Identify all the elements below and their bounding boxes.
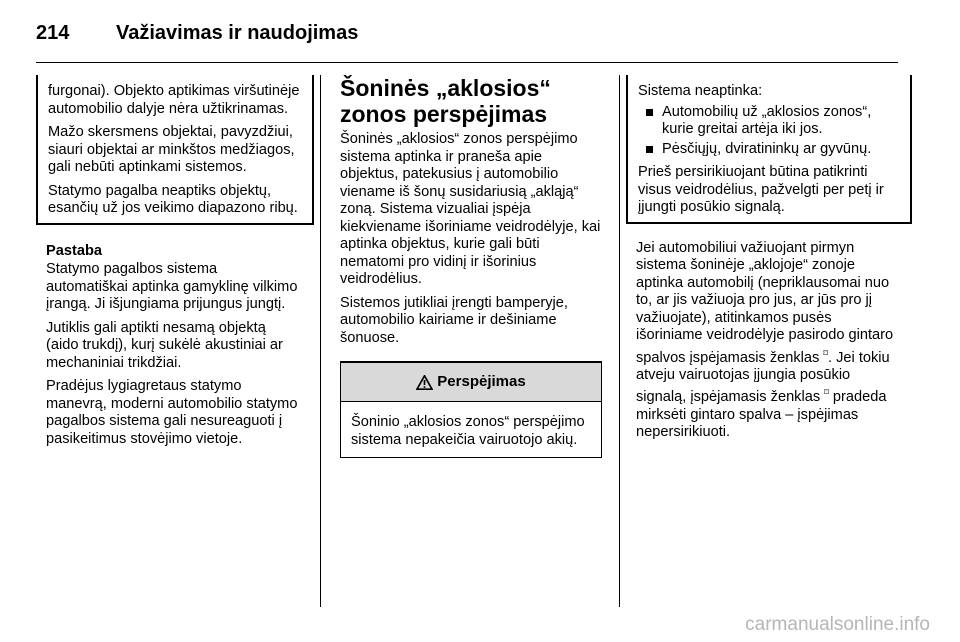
body-paragraph [636, 240, 900, 442]
warning-header [341, 361, 601, 402]
note-paragraph: Pradėjus lygiagretaus statymo manevrą, moderni automobilio statymo pagalbos sistema gali nesureaguoti į pasikeitimus stovėjimo vietoje. [46, 378, 298, 447]
warning-box [340, 361, 602, 458]
body-paragraph: Sistemos jutikliai įrengti bamperyje, automobilio kairiame ir dešiniame šonuose. [340, 294, 568, 346]
column-divider-right [619, 75, 620, 607]
para-text: Jei automobiliui važiuojant pirmyn sistema šoninėje „aklojoje“ zonoje aptinka automobilį (nepriklausomai nuo to, ar jis važiuoja pro jus, ar jūs pro jį važiuojate), atitinkamos pusės išoriniame veidrodėlyje pasirodo gintaro spalvos įspėjamasis ženklas [636, 239, 894, 366]
bullet-list [638, 104, 900, 159]
side-mirror-warning-icon: ⌑ [824, 387, 829, 398]
note-paragraph: Statymo pagalbos sistema automatiškai aptinka gamyklinę vilkimo įrangą. Ji išjungiama prijungus jungtį. [46, 261, 298, 312]
limitations-box [626, 75, 912, 224]
warning-text: Šoninio „aklosios zonos“ perspėjimo sistema nepakeičia vairuotojo akių. [351, 414, 585, 448]
note-paragraph: Jutiklis gali aptikti nesamą objektą (aido trukdį), kurį sukėlė akustiniai ar mechaniniai trikdžiai. [46, 319, 283, 371]
list-item: Automobilių už „aklosios zonos“, kurie greitai artėja iki jos. [638, 104, 900, 139]
column-divider-left [320, 75, 321, 607]
box-paragraph: Mažo skersmens objektai, pavyzdžiui, siauri objektai ar minkštos medžiagos, gali nebūti aptinkami sistemos. [48, 124, 295, 175]
list-item: Pėsčiųjų, dviratininkų ar gyvūnų. [638, 141, 900, 159]
body-paragraph: Šoninės „aklosios“ zonos perspėjimo sistema aptinka ir praneša apie objektus, patekusius į automobilio viename iš šonų susidariusią „akląją“ zoną. Sistema vizualiai įspėja kiekviename išoriniame veidrodėlyje, kai aptinka objektus, kurie gali būti nematomi pro vidinį ir išorinius veidrodėlius. [340, 131, 601, 287]
watermark: carmanualsonline.info [745, 614, 930, 635]
para-text: pradeda mirksėti gintaro spalva – įspėjimas nepersirikiuoti. [636, 389, 887, 441]
warning-triangle-icon [416, 375, 433, 390]
page-header [36, 22, 898, 63]
box-intro: Sistema neaptinka: [638, 83, 763, 99]
page-title: Važiavimas ir naudojimas [116, 22, 359, 44]
warning-label: Perspėjimas [437, 373, 526, 391]
side-mirror-warning-icon: ⌑ [823, 347, 829, 358]
continued-note-box [36, 75, 314, 225]
box-paragraph: Statymo pagalba neaptiks objektų, esančių už jos veikimo diapazono ribų. [48, 182, 298, 216]
para-text: . Jei tokiu atveju vairuotojas įjungia posūkio signalą, įspėjamasis ženklas [636, 349, 890, 406]
box-outro: Prieš persirikiuojant būtina patikrinti visus veidrodėlius, pažvelgti per petį ir įjungti posūkio signalą. [638, 164, 884, 215]
column-right [636, 75, 900, 448]
column-middle [340, 75, 602, 458]
box-paragraph: furgonai). Objekto aptikimas viršutinėje automobilio dalyje nėra užtikrinamas. [48, 83, 300, 117]
column-left [46, 75, 302, 454]
note-label: Pastaba [46, 242, 102, 259]
section-title: Šoninės „aklosios“ zonos perspėjimas [340, 75, 551, 127]
page-number: 214 [36, 22, 70, 44]
